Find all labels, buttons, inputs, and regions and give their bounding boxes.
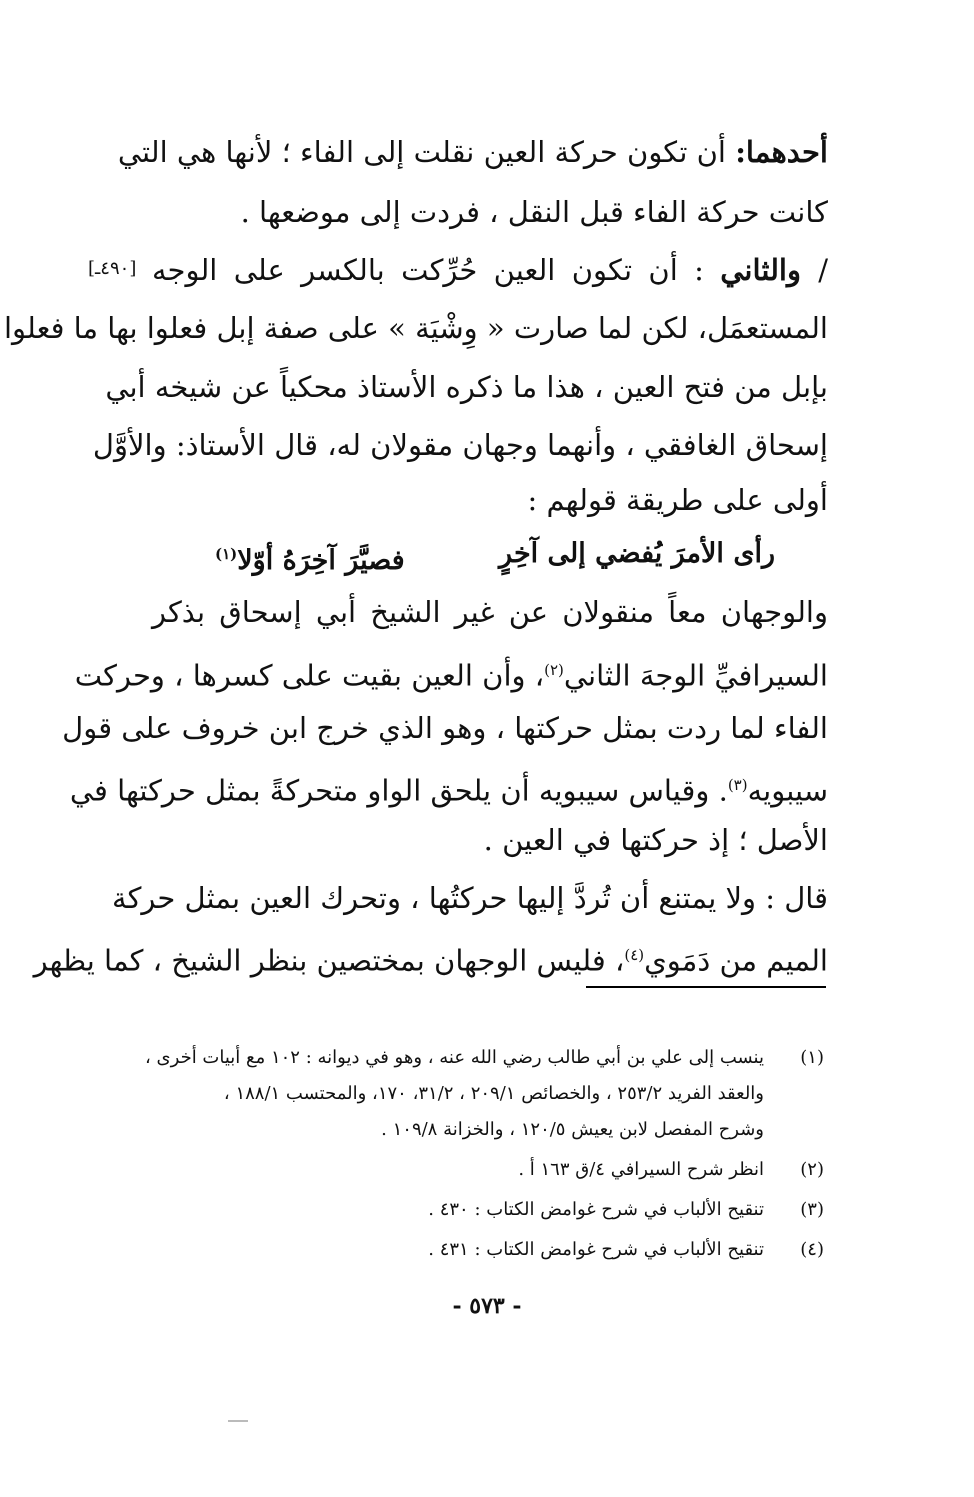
margin-page-marker: [٤٩٠ـ] (88, 258, 137, 279)
footnote-number: (٣) (800, 1199, 824, 1220)
footnote-text: تنقيح الألباب في شرح غوامض الكتاب : ٤٣١ . (428, 1239, 764, 1260)
body-text: ، وأن العين بقيت على كسرها ، وحركت (74, 658, 545, 693)
footnote-divider (586, 986, 826, 988)
term-second: والثاني (720, 253, 819, 287)
footnote-3 (124, 1195, 824, 1225)
footnote-2 (124, 1155, 824, 1185)
body-line-7: أولى على طريقة قولهم : (527, 483, 828, 517)
footnote-1-cont-a: والعقد الفريد ٢٥٣/٢ ، والخصائص ٢٠٩/١ ، ٣١/٢، ١٧٠، والمحتسب ١٨٨/١ ، (223, 1083, 764, 1104)
body-line-1 (117, 132, 828, 172)
term-first: أحدهما: (735, 135, 828, 169)
body-line-3 (152, 250, 828, 290)
body-text: ، فليس الوجهان بمختصين بنظر الشيخ ، كما يظهر (33, 943, 625, 978)
verse-first-hemistich: رأى الأمرَ يُفضي إلى آخِرٍ (499, 538, 775, 569)
footnote-ref-3: (٣) (727, 776, 748, 794)
footnote-text: انظر شرح السيرافي ٤/ق ١٦٣ أ . (518, 1159, 764, 1180)
body-text: السيرافيِّ الوجهَ الثاني (563, 658, 828, 693)
body-line-2: كانت حركة الفاء قبل النقل ، فردت إلى موضعها . (240, 195, 828, 229)
footnote-text: تنقيح الألباب في شرح غوامض الكتاب : ٤٣٠ . (428, 1199, 764, 1220)
verse-text: فصيَّرَ آخِرَهُ أوّلا (237, 545, 405, 576)
footnote-ref-4: (٤) (624, 946, 645, 964)
body-line-11 (69, 765, 828, 811)
body-line-4: المستعمَل، لكن لما صارت « وِشْيَة » على صفة إبل فعلوا بها ما فعلوا (3, 311, 828, 345)
body-line-8: والوجهان معاً منقولان عن غير الشيخ أبي إسحاق بذكر (152, 595, 828, 629)
body-line-10: الفاء لما ردت بمثل حركتها ، وهو الذي خرج ابن خروف على قول (62, 711, 828, 745)
body-line-9 (74, 650, 828, 696)
footnote-ref-1: (١) (215, 545, 238, 563)
footnote-text: ينسب إلى علي بن أبي طالب رضي الله عنه ، وهو في ديوانه : ١٠٢ مع أبيات أخرى ، (145, 1047, 764, 1068)
page-number: - ٥٧٣ - (452, 1293, 522, 1319)
footnote-number: (٤) (800, 1239, 824, 1260)
footnote-ref-2: (٢) (544, 661, 564, 679)
body-line-5: بإبل من فتح العين ، هذا ما ذكره الأستاذ محكياً عن شيخه أبي (105, 370, 828, 404)
body-text: . وقياس سيبويه أن يلحق الواو متحركةً بمثل حركتها في (69, 773, 728, 808)
body-text: سيبويه (747, 773, 828, 808)
footnote-number: (١) (800, 1047, 824, 1068)
body-text: أن تكون حركة العين نقلت إلى الفاء ؛ لأنها هي التي (117, 135, 736, 169)
body-line-13: قال : ولا يمتنع أن تُردَّ إليها حركتُها ، وتحرك العين بمثل حركة (112, 881, 828, 915)
body-line-12: الأصل ؛ إذ حركتها في العين . (483, 823, 828, 857)
body-text: الميم من دَمَوي (644, 943, 828, 978)
footnote-1-cont-b: وشرح المفصل لابن يعيش ١٢٠/٥ ، والخزانة ١٠٩/٨ . (381, 1119, 764, 1140)
body-line-6: إسحاق الغافقي ، وأنهما وجهان مقولان له، قال الأستاذ: والأوَّل (92, 428, 828, 462)
scan-mark (228, 1420, 248, 1422)
verse-second-hemistich (215, 534, 405, 581)
footnote-1 (124, 1043, 824, 1073)
body-text: : أن تكون العين حُرِّكت بالكسر على الوجه (152, 253, 721, 287)
body-line-14 (33, 935, 828, 981)
slash-mark: / (818, 253, 829, 287)
footnote-number: (٢) (800, 1159, 824, 1180)
poetry-verse (215, 534, 775, 581)
footnote-4 (124, 1235, 824, 1265)
